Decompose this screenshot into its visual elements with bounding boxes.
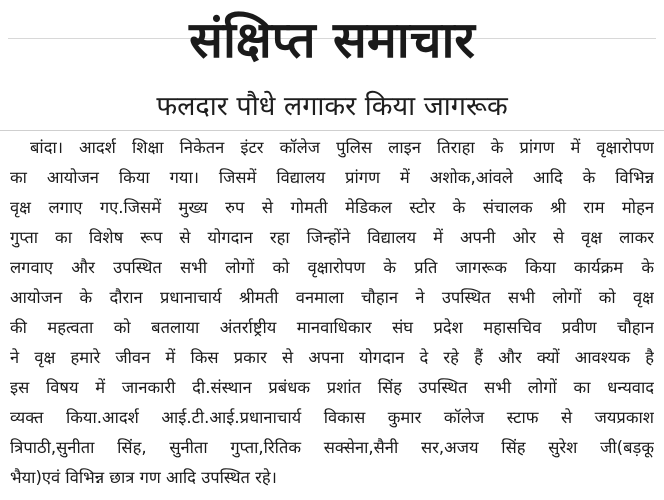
story-line-4: गुप्ता का विशेष रूप से योगदान रहा जिन्होंने विद्यालय में अपनी ओर से वृक्ष लाकर bbox=[10, 228, 654, 247]
story-line-7: की महत्वता को बतलाया अंतर्राष्ट्रीय मानवाधिकार संघ प्रदेश महासचिव प्रवीण चौहान bbox=[10, 318, 654, 337]
story-line-1: बांदा। आदर्श शिक्षा निकेतन इंटर कॉलेज पुलिस लाइन तिराहा के प्रांगण में वृक्षारोपण bbox=[30, 138, 654, 157]
story-line-3: वृक्ष लगाए गए.जिसमें मुख्य रुप से गोमती मेडिकल स्टोर के संचालक श्री राम मोहन bbox=[10, 198, 654, 217]
story-line-5: लगवाए और उपस्थित सभी लोगों को वृक्षारोपण के प्रति जागरूक किया कार्यक्रम के bbox=[10, 258, 654, 277]
story-line-12: भैया)एवं विभिन्न छात्र गण आदि उपस्थित रहे। bbox=[10, 468, 277, 487]
story-line-10: व्यक्त किया.आदर्श आई.टी.आई.प्रधानाचार्य विकास कुमार कॉलेज स्टाफ से जयप्रकाश bbox=[10, 408, 654, 427]
story-body bbox=[0, 130, 664, 500]
story-line-8: ने वृक्ष हमारे जीवन में किस प्रकार से अपना योगदान दे रहे हैं और क्यों आवश्यक है bbox=[10, 348, 654, 367]
story-line-6: आयोजन के दौरान प्रधानाचार्य श्रीमती वनमाला चौहान ने उपस्थित सभी लोगों को वृक्ष bbox=[10, 288, 654, 307]
story-line-9: इस विषय में जानकारी दी.संस्थान प्रबंधक प्रशांत सिंह उपस्थित सभी लोगों का धन्यवाद bbox=[10, 378, 654, 397]
story-headline: फलदार पौधे लगाकर किया जागरूक bbox=[156, 91, 508, 122]
story-line-11: त्रिपाठी,सुनीता सिंह, सुनीता गुप्ता,रितिक सक्सेना,सैनी सर,अजय सिंह सुरेश जी(बड़कू bbox=[10, 438, 654, 457]
masthead bbox=[0, 0, 664, 84]
story-line-2: का आयोजन किया गया। जिसमें विद्यालय प्रांगण में अशोक,आंवले आदि के विभिन्न bbox=[10, 168, 654, 187]
section-title: संक्षिप्त समाचार bbox=[189, 11, 475, 69]
